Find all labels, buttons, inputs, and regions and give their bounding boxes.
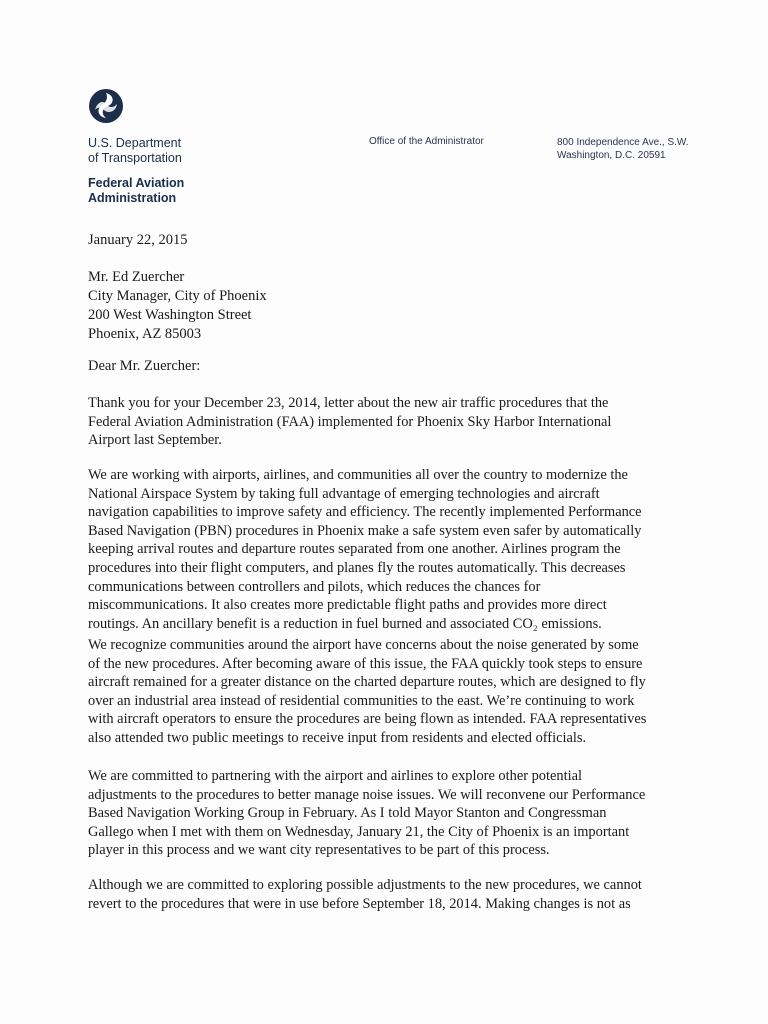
agency-line: Administration [88,191,177,205]
agency-line: Federal Aviation [88,176,185,190]
office-name: Office of the Administrator [369,136,484,147]
recipient-line: Mr. Ed Zuercher [88,269,185,285]
paragraph-line: Thank you for your December 23, 2014, letter about the new air traffic procedures that the [88,395,609,411]
paragraph-line: miscommunications. It also creates more predictable flight paths and provides more direct [88,597,607,614]
office-address [557,136,689,162]
paragraph-line: procedures into their flight computers, and planes fly the routes automatically. This decreases [88,559,626,576]
paragraph-line: navigation capabilities to improve safety and efficiency. The recently implemented Performance [88,504,642,521]
paragraph-line: with aircraft operators to ensure the procedures are being flown as intended. FAA representatives [88,711,647,728]
paragraph-line: adjustments to the procedures to better manage noise issues. We will reconvene our Performance [88,786,646,803]
paragraph-2 [88,466,688,633]
paragraph-line: revert to the procedures that were in use before September 18, 2014. Making changes is not as [88,895,631,912]
paragraph-5 [88,876,688,913]
department-line: U.S. Department [88,136,182,150]
paragraph-line: Airport last September. [88,432,222,449]
paragraph-4 [88,767,688,860]
paragraph-line: of the new procedures. After becoming aware of this issue, the FAA quickly took steps to ensure [88,655,643,672]
paragraph-line: Federal Aviation Administration (FAA) implemented for Phoenix Sky Harbor International [88,413,612,430]
paragraph-line: Based Navigation (PBN) procedures in Phoenix make a safe system even safer by automatically [88,522,642,539]
paragraph-1 [88,394,688,450]
paragraph-line: keeping arrival routes and departure routes separated from one another. Airlines program the [88,541,621,558]
address-line: 800 Independence Ave., S.W. [557,137,689,148]
paragraph-line: over an industrial area instead of residential communities to the east. We’re continuing to work [88,692,635,709]
paragraph-line: We are committed to partnering with the airport and airlines to explore other potential [88,768,582,784]
address-line: Washington, D.C. 20591 [557,150,666,161]
recipient-block [88,268,267,344]
recipient-line: 200 West Washington Street [88,307,252,323]
paragraph-line: routings. An ancillary benefit is a reduction in fuel burned and associated CO₂ emissions. [88,615,602,632]
dot-triskelion-logo-icon [88,88,124,124]
department-name [88,136,182,166]
letter-date: January 22, 2015 [88,232,188,248]
paragraph-line: aircraft remained for a greater distance on the charted departure routes, which are designed to fly [88,674,646,691]
paragraph-line: National Airspace System by taking full advantage of emerging technologies and aircraft [88,485,600,502]
paragraph-line: also attended two public meetings to receive input from residents and elected officials. [88,729,587,746]
paragraph-line: We recognize communities around the airport have concerns about the noise generated by some [88,637,639,653]
agency-name [88,176,184,206]
paragraph-line: Gallego when I met with them on Wednesday, January 21, the City of Phoenix is an important [88,823,630,840]
salutation: Dear Mr. Zuercher: [88,358,201,374]
paragraph-line: Although we are committed to exploring possible adjustments to the new procedures, we cannot [88,877,642,893]
paragraph-line: player in this process and we want city representatives to be part of this process. [88,842,550,859]
department-line: of Transportation [88,151,182,165]
paragraph-line: We are working with airports, airlines, and communities all over the country to modernize the [88,467,628,483]
paragraph-3 [88,636,688,748]
paragraph-line: Based Navigation Working Group in February. As I told Mayor Stanton and Congressman [88,805,607,822]
recipient-line: City Manager, City of Phoenix [88,288,267,304]
recipient-line: Phoenix, AZ 85003 [88,326,202,342]
paragraph-line: communications between controllers and pilots, which reduces the chances for [88,578,541,595]
